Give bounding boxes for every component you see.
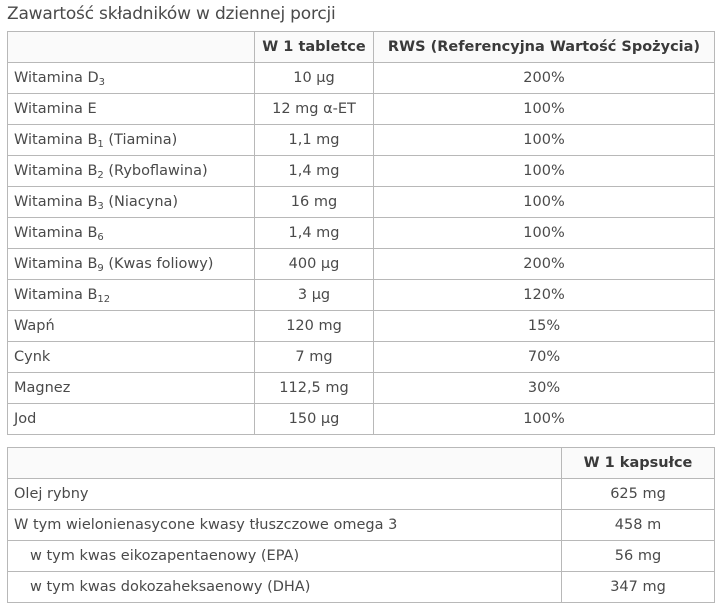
header-rws: RWS (Referencyjna Wartość Spożycia) — [374, 32, 715, 63]
nutrient-name — [8, 125, 255, 156]
rws-percent: 100% — [374, 125, 715, 156]
amount-per-tablet: 7 mg — [255, 342, 374, 373]
nutrient-name-text: Jod — [14, 411, 37, 427]
amount-per-tablet: 1,1 mg — [255, 125, 374, 156]
nutrient-subscript: 1 — [97, 139, 104, 150]
table-row — [8, 572, 715, 603]
nutrient-name — [8, 404, 255, 435]
table-header-row — [8, 32, 715, 63]
nutrient-name — [8, 311, 255, 342]
amount-per-tablet: 12 mg α-ET — [255, 94, 374, 125]
nutrient-name-text: Witamina B — [14, 194, 98, 210]
table-row — [8, 125, 715, 156]
ingredient-name: W tym wielonienasycone kwasy tłuszczowe omega 3 — [8, 510, 562, 541]
nutrient-name — [8, 249, 255, 280]
ingredient-name: w tym kwas eikozapentaenowy (EPA) — [8, 541, 562, 572]
amount-per-capsule: 347 mg — [562, 572, 715, 603]
table-row — [8, 479, 715, 510]
amount-per-tablet: 150 µg — [255, 404, 374, 435]
rws-percent: 100% — [374, 94, 715, 125]
nutrient-name-suffix: (Ryboflawina) — [103, 163, 208, 179]
rws-percent: 100% — [374, 404, 715, 435]
nutrient-name — [8, 373, 255, 404]
nutrient-name-text: Witamina B — [14, 132, 98, 148]
table-row — [8, 94, 715, 125]
page-title: Zawartość składników w dziennej porcji — [7, 4, 336, 24]
header-per-capsule: W 1 kapsułce — [562, 448, 715, 479]
header-name — [8, 448, 562, 479]
nutrient-name-text: Cynk — [14, 349, 51, 365]
nutrient-name-suffix: (Kwas foliowy) — [103, 256, 214, 272]
nutrient-name-suffix: (Tiamina) — [103, 132, 178, 148]
table-row — [8, 404, 715, 435]
ingredient-name: Olej rybny — [8, 479, 562, 510]
amount-per-capsule: 625 mg — [562, 479, 715, 510]
amount-per-tablet: 120 mg — [255, 311, 374, 342]
amount-per-tablet: 3 µg — [255, 280, 374, 311]
nutrient-name — [8, 94, 255, 125]
table-row — [8, 280, 715, 311]
nutrient-name-text: Witamina D — [14, 70, 99, 86]
nutrient-name — [8, 280, 255, 311]
nutrient-subscript: 2 — [97, 170, 104, 181]
table-row — [8, 63, 715, 94]
nutrient-name-text: Magnez — [14, 380, 71, 396]
rws-percent: 15% — [374, 311, 715, 342]
amount-per-tablet: 400 µg — [255, 249, 374, 280]
table-row — [8, 249, 715, 280]
table-row — [8, 541, 715, 572]
amount-per-tablet: 1,4 mg — [255, 218, 374, 249]
rws-percent: 70% — [374, 342, 715, 373]
nutrient-name — [8, 218, 255, 249]
nutrient-subscript: 9 — [97, 263, 104, 274]
nutrient-name-suffix: (Niacyna) — [103, 194, 179, 210]
table-row — [8, 187, 715, 218]
nutrient-name-text: Wapń — [14, 318, 55, 334]
amount-per-capsule: 458 m — [562, 510, 715, 541]
header-name — [8, 32, 255, 63]
nutrient-name-text: Witamina B — [14, 225, 98, 241]
header-per-tablet: W 1 tabletce — [255, 32, 374, 63]
nutrient-name-text: Witamina B — [14, 256, 98, 272]
nutrient-name-text: Witamina E — [14, 101, 97, 117]
table-row — [8, 510, 715, 541]
table-row — [8, 342, 715, 373]
table-row — [8, 156, 715, 187]
nutrient-subscript: 6 — [97, 232, 104, 243]
rws-percent: 100% — [374, 218, 715, 249]
nutrients-table-tablet — [7, 31, 715, 435]
rws-percent: 100% — [374, 187, 715, 218]
nutrient-name-text: Witamina B — [14, 163, 98, 179]
amount-per-tablet: 1,4 mg — [255, 156, 374, 187]
rws-percent: 200% — [374, 63, 715, 94]
nutrient-name-text: Witamina B — [14, 287, 98, 303]
amount-per-capsule: 56 mg — [562, 541, 715, 572]
nutrient-name — [8, 342, 255, 373]
table-row — [8, 311, 715, 342]
nutrient-name — [8, 156, 255, 187]
ingredient-name: w tym kwas dokozaheksaenowy (DHA) — [8, 572, 562, 603]
nutrients-table-capsule — [7, 447, 715, 603]
nutrient-subscript: 12 — [97, 294, 111, 305]
nutrient-subscript: 3 — [98, 77, 105, 88]
rws-percent: 100% — [374, 156, 715, 187]
nutrient-name — [8, 187, 255, 218]
table-row — [8, 218, 715, 249]
nutrient-subscript: 3 — [97, 201, 104, 212]
rws-percent: 200% — [374, 249, 715, 280]
table-row — [8, 373, 715, 404]
nutrient-name — [8, 63, 255, 94]
rws-percent: 120% — [374, 280, 715, 311]
amount-per-tablet: 112,5 mg — [255, 373, 374, 404]
amount-per-tablet: 16 mg — [255, 187, 374, 218]
rws-percent: 30% — [374, 373, 715, 404]
amount-per-tablet: 10 µg — [255, 63, 374, 94]
table-header-row — [8, 448, 715, 479]
